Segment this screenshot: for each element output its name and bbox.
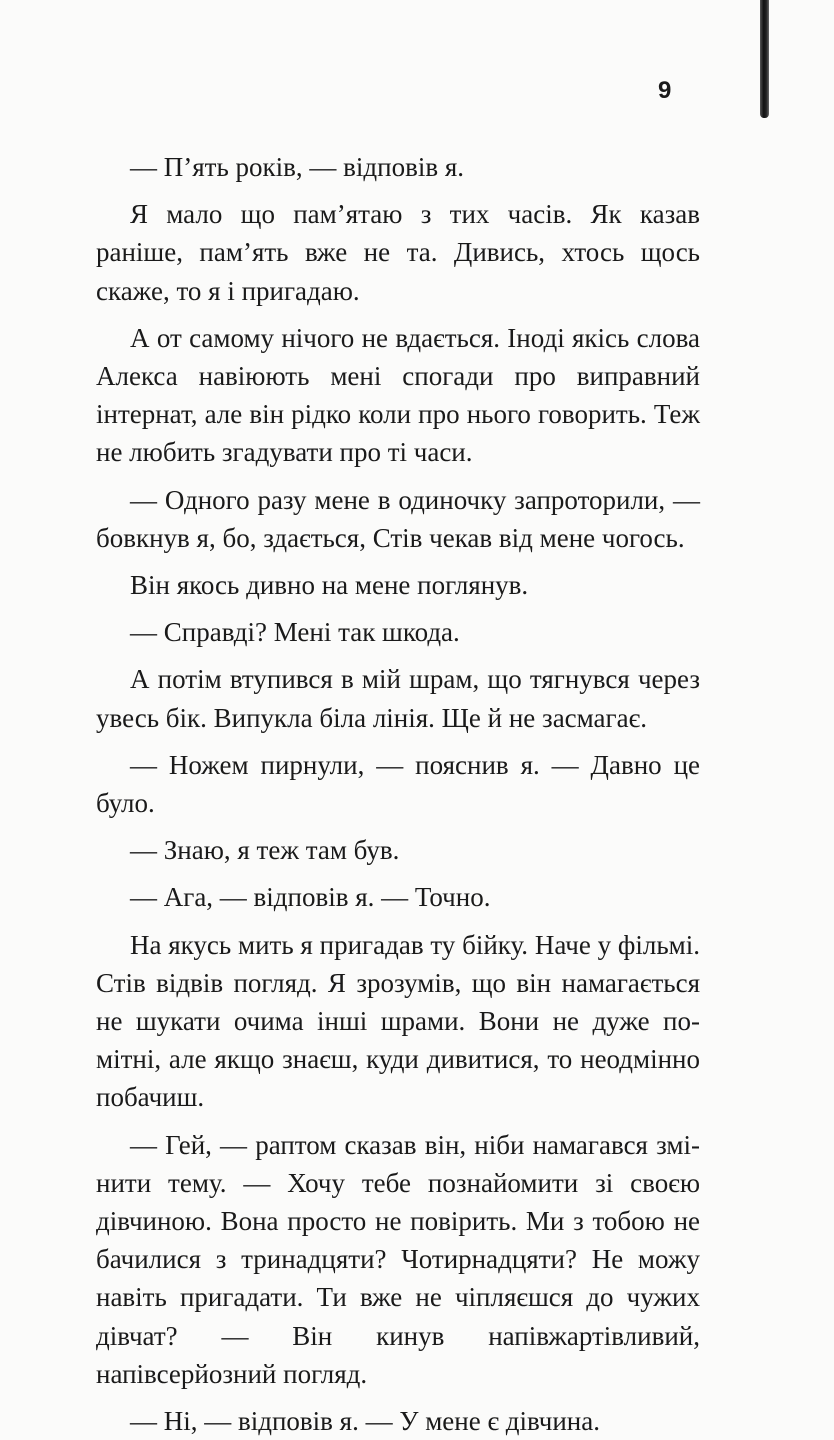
paragraph: На якусь мить я пригадав ту бійку. Наче у фільмі. Стів відвів погляд. Я зрозумів, що він намагається не шукати очима інші шрами. Вони не дуже помітні, але якщо знаєш, куди дивитися, то неодмінно побачиш.	[96, 929, 700, 1113]
paragraph: — Ага, — відповів я. — Точно.	[130, 882, 491, 913]
page-edge-mark	[760, 0, 769, 118]
paragraph: — Ні, — відповів я. — У мене є дівчина.	[130, 1406, 600, 1437]
paragraph: А от самому нічого не вдається. Іноді якісь слова Алекса навіюють мені спогади про виправний інтернат, але він рідко коли про нього говорить. Теж не любить згадувати про ті часи.	[96, 322, 700, 468]
paragraph: А потім втупився в мій шрам, що тягнувся через увесь бік. Випукла біла лінія. Ще й не засмагає.	[96, 664, 700, 733]
paragraph: — Справді? Мені так шкода.	[130, 617, 460, 648]
paragraph: — П’ять років, — відповів я.	[130, 152, 464, 182]
paragraph: Я мало що пам’ятаю з тих часів. Як казав раніше, пам’ять вже не та. Дивись, хтось щось скаже, то я і пригадаю.	[96, 199, 700, 306]
paragraph: Він якось дивно на мене поглянув.	[130, 570, 529, 601]
paragraph: — Ножем пирнули, — пояснив я. — Давно це було.	[96, 749, 700, 819]
page-number: 9	[658, 77, 672, 104]
paragraph: — Одного разу мене в одиночку запроторили, — бовкнув я, бо, здається, Стів чекав від мене чогось.	[96, 484, 700, 553]
paragraph: — Гей, — раптом сказав він, ніби намагався змінити тему. — Хочу тебе познайомити зі своєю дівчиною. Вона просто не повірить. Ми з тобою не бачилися з тринадцяти? Чотирнадцяти? Не можу навіть пригадати. Ти вже не чіпляєшся до чужих дівчат? — Він кинув напівжартівливий, напівсерйозний погляд.	[96, 1129, 700, 1389]
paragraph: — Знаю, я теж там був.	[130, 835, 400, 866]
body-text	[96, 148, 700, 1440]
